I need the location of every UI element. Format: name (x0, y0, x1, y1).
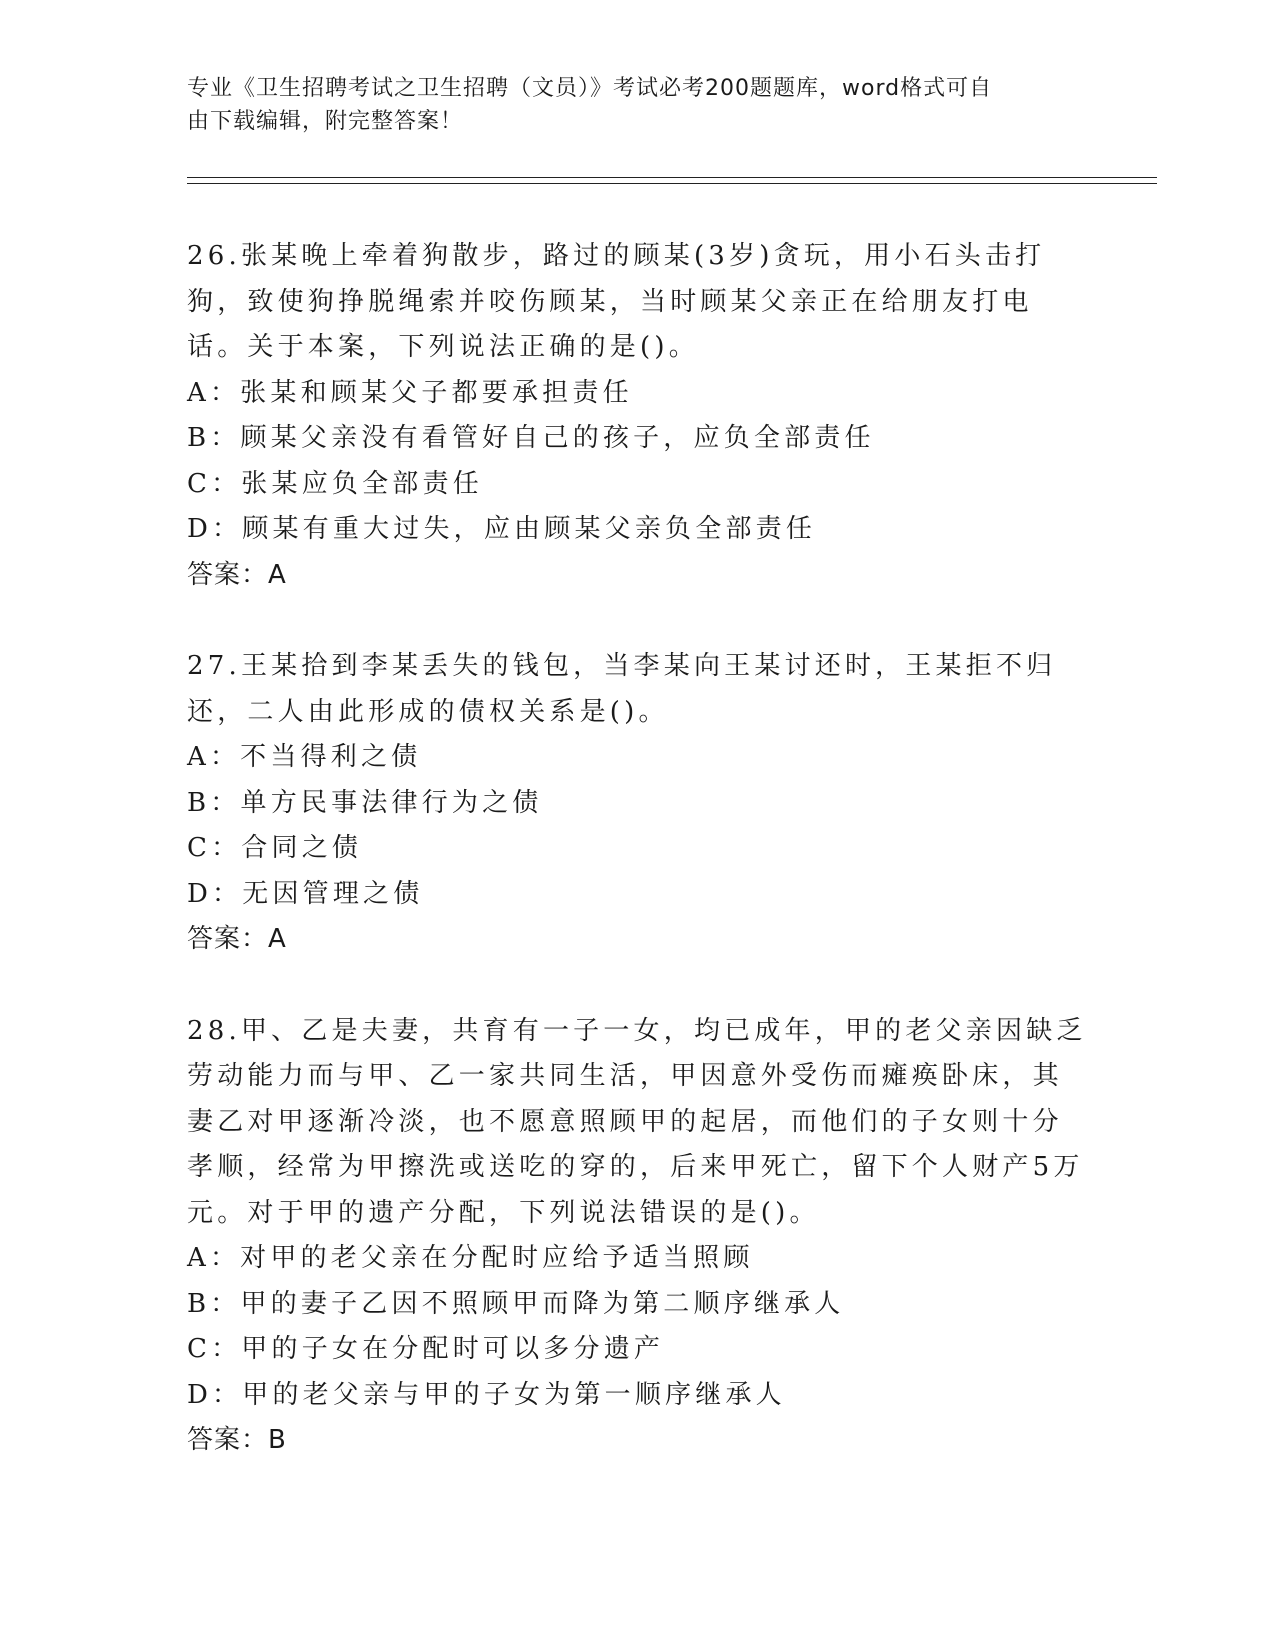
option-c: C：甲的子女在分配时可以多分遗产 (187, 1334, 665, 1364)
option-b: B：顾某父亲没有看管好自己的孩子，应负全部责任 (187, 423, 875, 453)
option-d: D：甲的老父亲与甲的子女为第一顺序继承人 (187, 1379, 786, 1410)
question-stem: 26.张某晚上牵着狗散步，路过的顾某(3岁)贪玩，用小石头击打狗，致使狗挣脱绳索并咬伤顾某，当时顾某父亲正在给朋友打电话。关于本案，下列说法正确的是()。 (187, 241, 1046, 362)
answer-line: 答案：A (187, 924, 287, 954)
question-stem: 28.甲、乙是夫妻，共育有一子一女，均已成年，甲的老父亲因缺乏劳动能力而与甲、乙一家共同生活，甲因意外受伤而瘫痪卧床，其妻乙对甲逐渐冷淡，也不愿意照顾甲的起居，而他们的子女则十分孝顺，经常为甲擦洗或送吃的穿的，后来甲死亡，留下个人财产5万元。对于甲的遗产分配，下列说法错误的是()。 (187, 1015, 1087, 1228)
option-a: A：对甲的老父亲在分配时应给予适当照顾 (187, 1243, 754, 1273)
question-stem: 27.王某拾到李某丢失的钱包，当李某向王某讨还时，王某拒不归还，二人由此形成的债权关系是()。 (187, 651, 1057, 727)
option-a: A：张某和顾某父子都要承担责任 (187, 377, 633, 408)
document-header (187, 72, 1067, 138)
header-line-2: 由下载编辑，附完整答案！ (187, 109, 464, 134)
header-divider-top (187, 177, 1157, 178)
question-27 (187, 644, 1087, 963)
header-divider-bottom (187, 183, 1157, 184)
question-26 (187, 234, 1087, 598)
question-28 (187, 1009, 1087, 1464)
option-d: D：无因管理之债 (187, 878, 424, 909)
answer-line: 答案：A (187, 559, 287, 590)
header-line-1: 专业《卫生招聘考试之卫生招聘（文员）》考试必考200题题库，word格式可自 (187, 76, 993, 101)
question-list (187, 234, 1087, 1510)
option-b: B：甲的妻子乙因不照顾甲而降为第二顺序继承人 (187, 1288, 845, 1319)
answer-line: 答案：B (187, 1425, 287, 1455)
option-d: D：顾某有重大过失，应由顾某父亲负全部责任 (187, 514, 817, 544)
option-a: A：不当得利之债 (187, 742, 422, 772)
option-b: B：单方民事法律行为之债 (187, 787, 543, 818)
option-c: C：合同之债 (187, 833, 363, 863)
option-c: C：张某应负全部责任 (187, 468, 483, 499)
